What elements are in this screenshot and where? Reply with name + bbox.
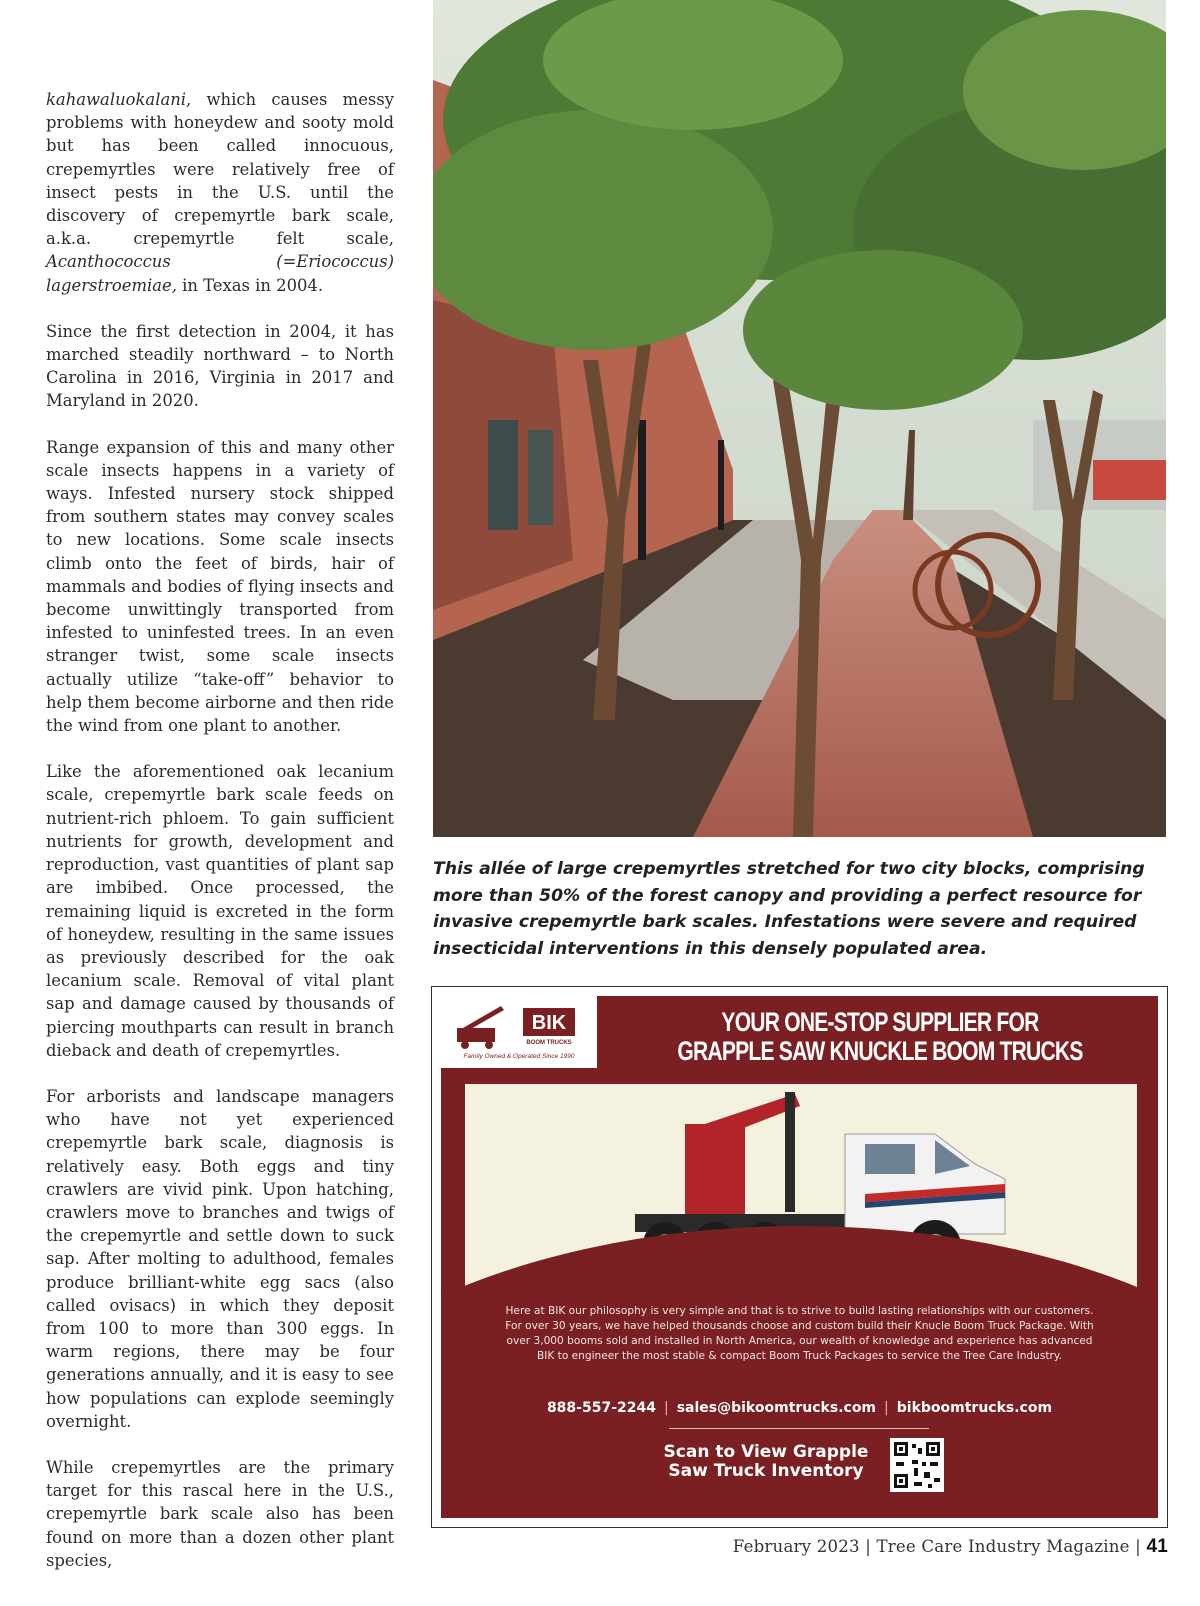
ad-panel	[441, 996, 1158, 1518]
ad-phone[interactable]: 888-557-2244	[546, 1400, 656, 1416]
article-paragraph-4: Like the aforementioned oak lecanium scale, crepemyrtle bark scale feeds on nutrient-rich phloem. To gain sufficient nutrients for growth, development and reproduction, vast quantities of plant sap are imbibed. Once processed, the remaining liquid is excreted in the form of honeydew, resulting in the same issues as previously described for the oak lecanium scale. Removal of vital plant sap and damage caused by thousands of piercing mouthparts can result in branch dieback and death of crepemyrtles.	[46, 762, 394, 1060]
ad-headline-line-2: GRAPPLE SAW KNUCKLE BOOM TRUCKS	[677, 1036, 1083, 1066]
logo-tagline: Family Owned & Operated Since 1990	[463, 1053, 575, 1060]
page-number: 41	[1146, 1536, 1168, 1557]
logo-text: BIK	[531, 1012, 567, 1034]
species-name: kahawaluokalani	[46, 90, 187, 109]
article-paragraph-5: For arborists and landscape managers who have not yet experienced crepemyrtle bark scale, diagnosis is relatively easy. Both eggs and tiny crawlers are vivid pink. Upon hatching, crawlers move to branches and twigs of the crepemyrtle and settle down to suck sap. After molting to adulthood, females produce brilliant-white egg sacs (also called ovisacs) in which they deposit from 100 to more than 300 eggs. In warm regions, there may be four generations annually, and it is easy to see how populations can explode seemingly overnight.	[46, 1086, 394, 1431]
footer-issue: February 2023 | Tree Care Industry Magazine |	[732, 1537, 1141, 1556]
bik-logo	[441, 996, 597, 1068]
separator: |	[663, 1400, 669, 1416]
article-column	[46, 88, 394, 1595]
ad-scan-text	[651, 1443, 881, 1481]
bik-logo-mark	[441, 996, 597, 1068]
ad-headline-line-1: YOUR ONE-STOP SUPPLIER FOR	[721, 1007, 1039, 1037]
ad-headline	[666, 1008, 1093, 1066]
qr-code-icon[interactable]	[890, 1438, 944, 1492]
street-scene-illustration	[433, 0, 1166, 837]
ad-body-text: Here at BIK our philosophy is very simple and that is to strive to build lasting relationships with our customers. For over 30 years, we have helped thousands choose and custom build their Knucle Boom Truck Package. With over 3,000 booms sold and installed in North America, our wealth of knowledge and experience has advanced BIK to engineer the most stable & compact Boom Truck Packages to service the Tree Care Industry.	[505, 1305, 1094, 1362]
article-paragraph-6: While crepemyrtles are the primary target for this rascal here in the U.S., crepemyrtle bark scale also has been found on more than a dozen other plant species,	[46, 1457, 394, 1570]
logo-subtitle: BOOM TRUCKS	[526, 1040, 572, 1046]
article-paragraph-2: Since the first detection in 2004, it has marched steadily northward – to North Carolina in 2016, Virginia in 2017 and Maryland in 2020.	[46, 321, 394, 411]
ad-email[interactable]: sales@bikoomtrucks.com	[676, 1400, 877, 1416]
photo-caption: This allée of large crepemyrtles stretched for two city blocks, comprising more than 50% of the forest canopy and providing a perfect resource for invasive crepemyrtle bark scales. Infestations were severe and required insecticidal interventions in this densely populated area.	[433, 859, 1145, 959]
qr-code-graphic	[890, 1438, 944, 1492]
ad-divider	[669, 1428, 929, 1429]
separator: |	[884, 1400, 889, 1416]
scientific-name: Acanthococcus (=Eriococcus) lagerstroemiae,	[46, 252, 394, 295]
crepemyrtle-allee-photo	[433, 0, 1166, 837]
paragraph-text: in Texas in 2004.	[176, 275, 324, 295]
scan-line-1: Scan to View Grapple	[663, 1442, 869, 1462]
scan-line-2: Saw Truck Inventory	[668, 1461, 864, 1481]
bik-advertisement	[431, 986, 1168, 1528]
article-paragraph-3: Range expansion of this and many other scale insects happens in a variety of ways. Infested nursery stock shipped from southern states may convey scales to new locations. Some scale insects climb onto the feet of birds, hair of mammals and bodies of flying insects and become unwittingly transported from infested to uninfested trees. In an even stranger twist, some scale insects actually utilize “take-off” behavior to help them become airborne and then ride the wind from one plant to another.	[46, 437, 394, 736]
article-paragraph-1	[46, 88, 394, 297]
paragraph-text: , which causes messy problems with honeydew and sooty mold but has been called innocuous, crepemyrtles were relatively free of insect pests in the U.S. until the discovery of crepemyrtle bark scale, a.k.a. crepemyrtle felt scale,	[46, 90, 394, 249]
ad-website[interactable]: bikboomtrucks.com	[896, 1400, 1053, 1416]
page-footer	[733, 1536, 1168, 1558]
ad-contact-line	[441, 1400, 1158, 1416]
